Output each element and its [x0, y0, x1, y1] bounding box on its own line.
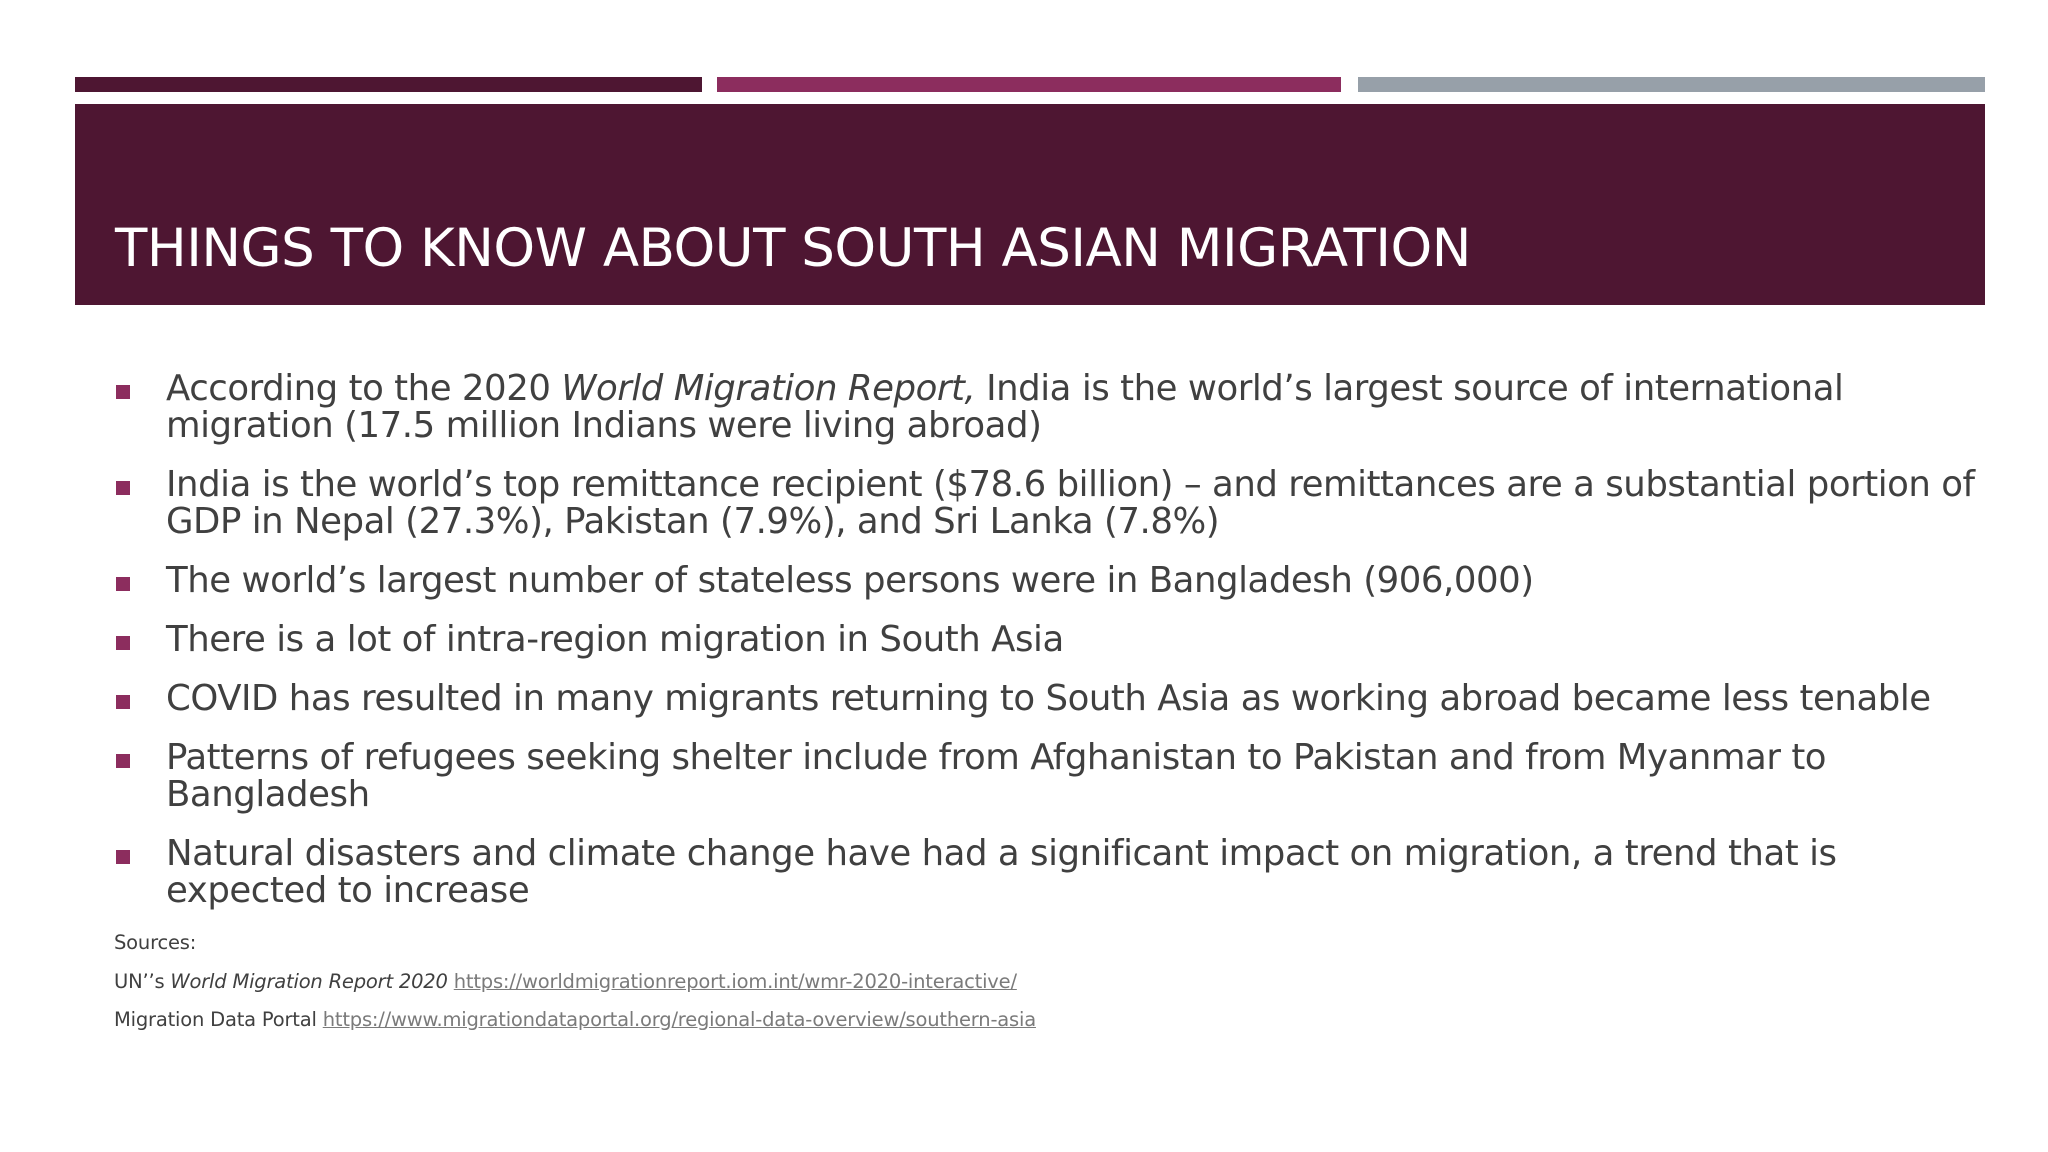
accent-bar-magenta: [717, 77, 1341, 92]
bullet-item: [116, 739, 1996, 813]
bullet-text-suffix: India is the world’s largest source of international migration (17.5 million Indians were living abroad): [166, 368, 1844, 446]
bullet-text: COVID has resulted in many migrants returning to South Asia as working abroad became less tenable: [166, 678, 1931, 719]
bullet-item: [116, 621, 1996, 658]
sources-block: [114, 929, 1036, 1045]
bullet-text: Natural disasters and climate change have had a significant impact on migration, a trend that is expected to increase: [166, 833, 1837, 911]
source-item: [114, 968, 1036, 1007]
bullet-item: [116, 370, 1996, 444]
sources-heading: Sources:: [114, 931, 197, 954]
bullet-square-icon: [116, 481, 130, 495]
source-title: World Migration Report 2020: [170, 969, 448, 993]
title-band: [75, 104, 1985, 305]
bullet-square-icon: [116, 636, 130, 650]
accent-bar-gray: [1358, 77, 1985, 92]
bullet-square-icon: [116, 385, 130, 399]
source-prefix: Migration Data Portal: [114, 1008, 323, 1031]
bullet-text: The world’s largest number of stateless persons were in Bangladesh (906,000): [166, 560, 1534, 601]
bullet-text-prefix: According to the 2020: [166, 368, 562, 409]
bullet-item: [116, 680, 1996, 717]
bullet-text: India is the world’s top remittance recipient ($78.6 billion) – and remittances are a substantial portion of GDP in Nepal (27.3%), Pakistan (7.9%), and Sri Lanka (7.8%): [166, 464, 1975, 542]
bullet-square-icon: [116, 695, 130, 709]
bullet-list: [116, 370, 1996, 931]
bullet-square-icon: [116, 577, 130, 591]
bullet-square-icon: [116, 754, 130, 768]
bullet-item: [116, 466, 1996, 540]
source-item: [114, 1006, 1036, 1045]
bullet-item: [116, 835, 1996, 909]
source-link[interactable]: https://www.migrationdataportal.org/regional-data-overview/southern-asia: [322, 1008, 1036, 1031]
slide-title: THINGS TO KNOW ABOUT SOUTH ASIAN MIGRATION: [115, 218, 1471, 279]
bullet-text: There is a lot of intra-region migration in South Asia: [166, 619, 1064, 660]
bullet-item: [116, 562, 1996, 599]
bullet-square-icon: [116, 850, 130, 864]
source-prefix: UN’’s: [114, 969, 171, 993]
source-link[interactable]: https://worldmigrationreport.iom.int/wmr-2020-interactive/: [453, 969, 1017, 993]
bullet-text: Patterns of refugees seeking shelter include from Afghanistan to Pakistan and from Myanmar to Bangladesh: [166, 737, 1827, 815]
report-title-italic: World Migration Report,: [561, 368, 976, 409]
accent-bar-dark: [75, 77, 702, 92]
